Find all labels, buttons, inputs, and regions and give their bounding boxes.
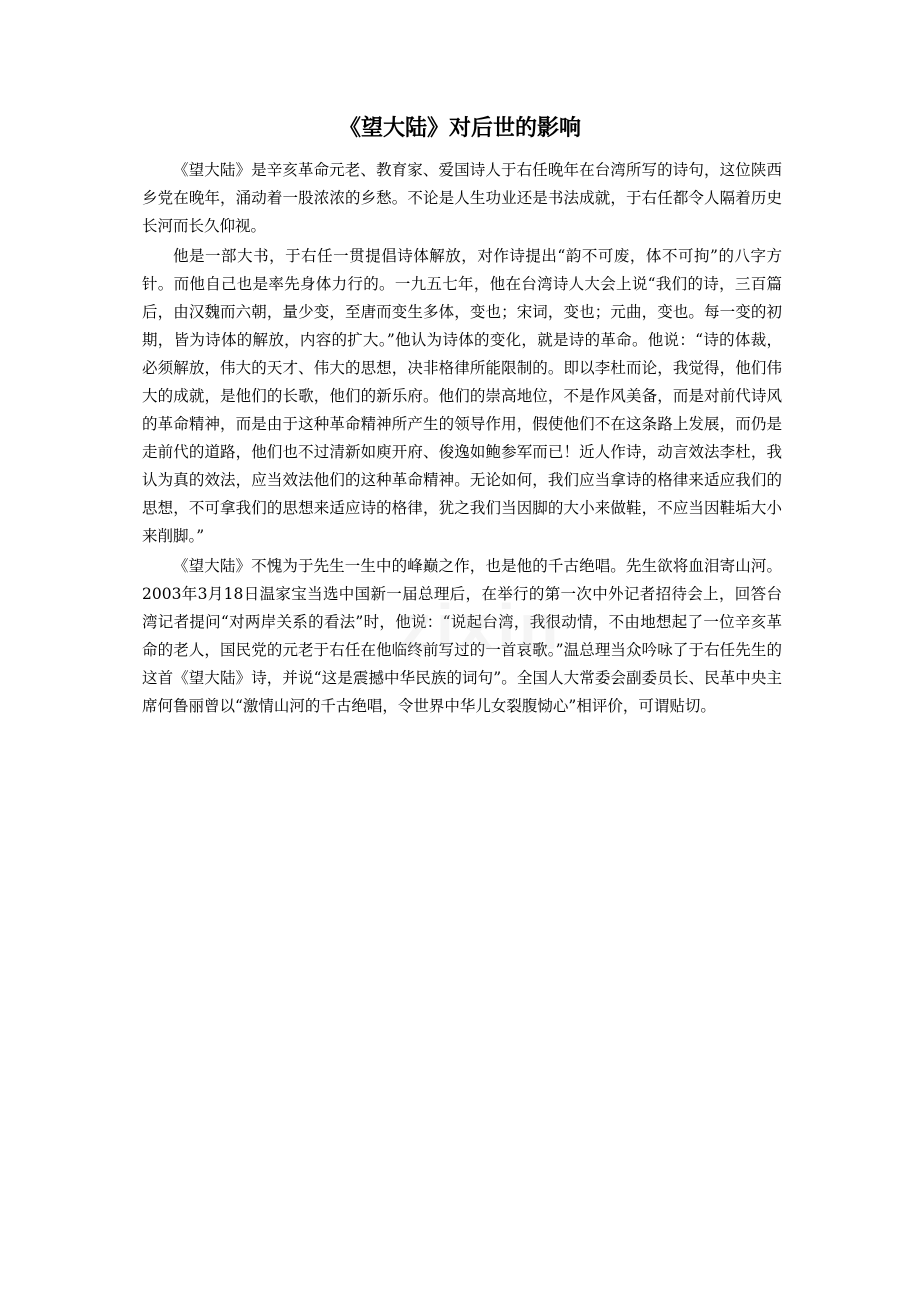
document-body xyxy=(142,156,782,722)
paragraph-1: 《望大陆》是辛亥革命元老、教育家、爱国诗人于右任晚年在台湾所写的诗句，这位陕西乡党在晚年，涌动着一股浓浓的乡愁。不论是人生功业还是书法成就，于右任都令人隔着历史长河而长久仰视。 xyxy=(142,161,782,235)
watermark: zixin xyxy=(400,591,563,663)
paragraph-2: 他是一部大书，于右任一贯提倡诗体解放，对作诗提出“韵不可废，体不可拘”的八字方针。而他自己也是率先身体力行的。一九五七年，他在台湾诗人大会上说“我们的诗，三百篇后，由汉魏而六朝，量少变，至唐而变生多体，变也；宋词，变也；元曲，变也。每一变的初期，皆为诗体的解放，内容的扩大。”他认为诗体的变化，就是诗的革命。他说：“诗的体裁，必须解放，伟大的天才、伟大的思想，决非格律所能限制的。即以李杜而论，我觉得，他们伟大的成就，是他们的长歌，他们的新乐府。他们的崇高地位，不是作风美备，而是对前代诗风的革命精神，而是由于这种革命精神所产生的领导作用，假使他们不在这条路上发展，而仍是走前代的道路，他们也不过清新如庾开府、俊逸如鲍参军而已！近人作诗，动言效法李杜，我认为真的效法，应当效法他们的这种革命精神。无论如何，我们应当拿诗的格律来适应我们的思想，不可拿我们的思想来适应诗的格律，犹之我们当因脚的大小来做鞋，不应当因鞋垢大小来削脚。” xyxy=(142,247,782,545)
paragraph-3: 《望大陆》不愧为于先生一生中的峰巅之作，也是他的千古绝唱。先生欲将血泪寄山河。2003年3月18日温家宝当选中国新一届总理后，在举行的第一次中外记者招待会上，回答台湾记者提问“对两岸关系的看法”时，他说：“说起台湾，我很动情，不由地想起了一位辛亥革命的老人，国民党的元老于右任在他临终前写过的一首哀歌。”温总理当众吟咏了于右任先生的这首《望大陆》诗，并说“这是震撼中华民族的词句”。全国人大常委会副委员长、民革中央主席何鲁丽曾以“激情山河的千古绝唱，令世界中华儿女裂腹恸心”相评价，可谓贴切。 xyxy=(142,557,782,715)
document-title: 《望大陆》对后世的影响 xyxy=(338,116,581,141)
